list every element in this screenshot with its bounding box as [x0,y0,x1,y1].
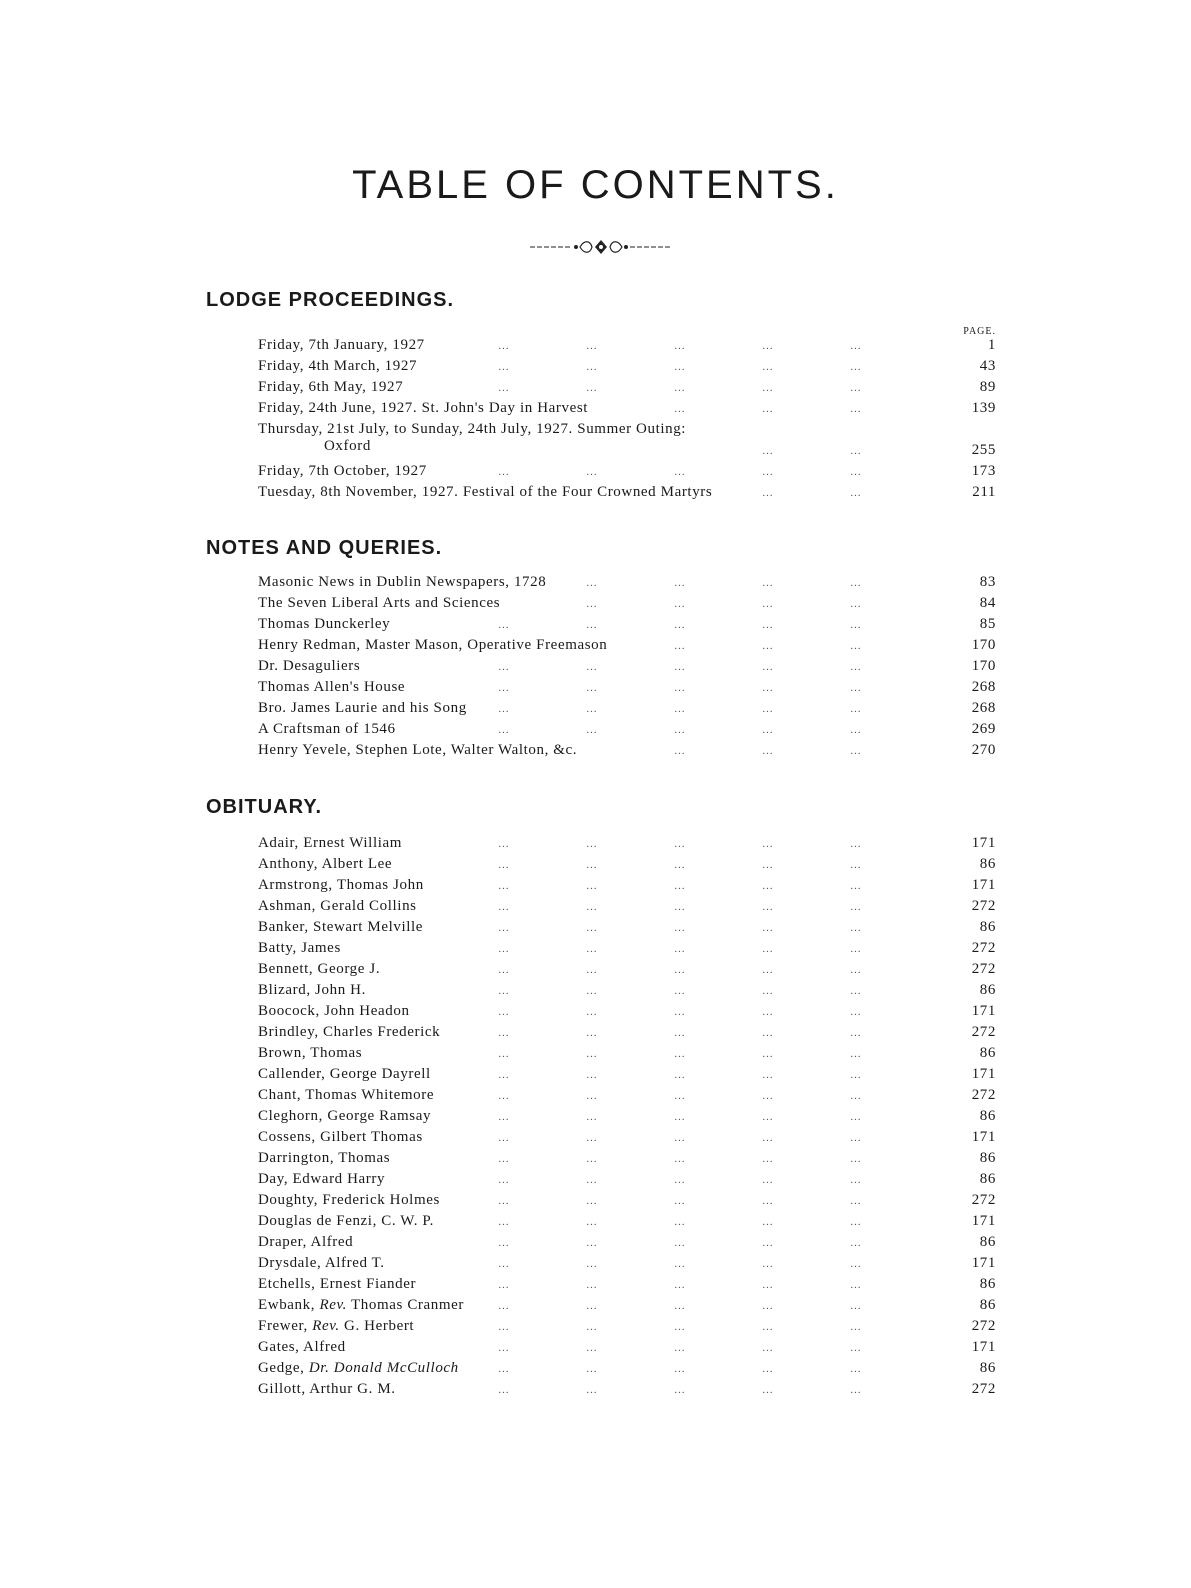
entry-title [258,1255,385,1272]
ornament-divider-icon [528,238,674,256]
entry-honorific: Dr. [308,1360,330,1376]
entry-text: Masonic News in Dublin Newspapers, 1728 [258,574,547,590]
leader-dots: … … … … … [498,382,861,394]
leader-dots: … … … … … [498,1153,861,1165]
leader-dots: … … … … … [498,943,861,955]
toc-entry[interactable] [258,982,996,1003]
entry-title [258,1360,459,1377]
entry-text: Ashman, Gerald Collins [258,898,417,914]
toc-entry[interactable] [258,1087,996,1108]
leader-dots: … … … … … [498,1216,861,1228]
entry-title [258,1318,414,1335]
leader-dots: … … … … … [498,1006,861,1018]
leader-dots: … … … … … [498,1363,861,1375]
entry-page-number: 270 [971,742,996,758]
leader-dots: … … … … … [498,1300,861,1312]
entry-page-number: 171 [971,1066,996,1082]
toc-entry[interactable] [258,1213,996,1234]
leader-dots: … … … … … [498,1321,861,1333]
entry-title [258,1024,440,1041]
leader-dots: … … … … … [498,985,861,997]
entry-title [258,1087,434,1104]
entry-title [258,658,360,675]
toc-entry[interactable] [258,1129,996,1150]
entry-page-number: 272 [971,940,996,956]
entry-text: Drysdale, Alfred T. [258,1255,385,1271]
entry-text: Henry Yevele, Stephen Lote, Walter Walton, &c. [258,742,578,758]
leader-dots: … … … … … [498,1174,861,1186]
entry-text: Thursday, 21st July, to Sunday, 24th July, 1927. Summer Outing: [258,421,687,437]
toc-entry[interactable] [258,856,996,877]
leader-dots: … … … … [586,577,861,589]
toc-entry[interactable] [258,1234,996,1255]
leader-dots: … … … … … [498,964,861,976]
entry-title [258,679,405,696]
entry-text: Friday, 4th March, 1927 [258,358,418,374]
entry-page-number: 171 [971,1339,996,1355]
entry-text: Callender, George Dayrell [258,1066,431,1082]
toc-entry[interactable] [258,421,996,458]
toc-entry[interactable] [258,1003,996,1024]
entry-page-number: 86 [979,1297,996,1313]
toc-entry[interactable] [258,898,996,919]
toc-entry[interactable] [258,1297,996,1318]
entry-text: Friday, 7th October, 1927 [258,463,427,479]
leader-dots: … … … [674,640,861,652]
toc-entry[interactable] [258,721,996,742]
entry-page-number: 171 [971,1129,996,1145]
toc-entry[interactable] [258,1276,996,1297]
entry-page-number: 170 [971,637,996,653]
entry-text: Thomas Dunckerley [258,616,391,632]
entry-text: Boocock, John Headon [258,1003,410,1019]
entry-text: Darrington, Thomas [258,1150,391,1166]
entry-title [258,940,341,957]
toc-entry[interactable] [258,940,996,961]
entry-name-part: Ewbank, [258,1297,320,1313]
leader-dots: … … … [674,745,861,757]
entry-text: Etchells, Ernest Fiander [258,1276,417,1292]
toc-entry[interactable] [258,1255,996,1276]
entry-text: Draper, Alfred [258,1234,354,1250]
entry-page-number: 272 [971,1192,996,1208]
toc-entry[interactable] [258,1171,996,1192]
entry-text: Adair, Ernest William [258,835,403,851]
leader-dots: … … … … [586,598,861,610]
entry-page-number: 268 [971,679,996,695]
toc-entry[interactable] [258,679,996,700]
entry-title [258,1381,396,1398]
toc-entry[interactable] [258,400,996,421]
entry-text: Gates, Alfred [258,1339,346,1355]
entry-page-number: 211 [972,484,996,500]
leader-dots: … … [762,487,861,499]
entry-title [258,595,500,612]
entry-title [258,1066,431,1083]
toc-entry[interactable] [258,595,996,616]
entry-title [258,1129,423,1146]
toc-entry[interactable] [258,700,996,721]
entry-title [258,1276,416,1293]
toc-entry[interactable] [258,961,996,982]
toc-entry[interactable] [258,658,996,679]
entry-text: Day, Edward Harry [258,1171,386,1187]
entry-page-number: 171 [971,877,996,893]
entry-name-part: G. Herbert [339,1318,415,1334]
entry-title [258,463,427,480]
toc-entry[interactable] [258,574,996,595]
entry-title [258,721,396,738]
leader-dots: … … … … … [498,1258,861,1270]
entry-continuation: Oxford [324,438,371,454]
entry-title [258,616,390,633]
entry-text: Tuesday, 8th November, 1927. Festival of the Four Crowned Martyrs [258,484,713,500]
toc-entry[interactable] [258,1360,996,1381]
page-column-label: PAGE. [963,326,996,337]
entry-title [258,700,467,717]
entry-title [258,1003,410,1020]
entry-title [258,1297,464,1314]
entry-text: Dr. Desaguliers [258,658,361,674]
toc-entry[interactable] [258,1150,996,1171]
entry-text: Cossens, Gilbert Thomas [258,1129,423,1145]
leader-dots: … … … [674,403,861,415]
entry-page-number: 86 [979,919,996,935]
leader-dots: … … [762,445,861,457]
leader-dots: … … … … … [498,922,861,934]
leader-dots: … … … … … [498,901,861,913]
entry-title [258,337,425,354]
entry-page-number: 173 [971,463,996,479]
leader-dots: … … … … … [498,1048,861,1060]
entry-title [258,1150,390,1167]
entry-page-number: 272 [971,1024,996,1040]
entry-text: Friday, 6th May, 1927 [258,379,404,395]
leader-dots: … … … … … [498,661,861,673]
entry-page-number: 86 [979,982,996,998]
entry-page-number: 170 [971,658,996,674]
leader-dots: … … … … … [498,466,861,478]
entry-text: Anthony, Albert Lee [258,856,393,872]
leader-dots: … … … … … [498,880,861,892]
entry-page-number: 171 [971,1255,996,1271]
toc-entry[interactable] [258,616,996,637]
toc-entry[interactable] [258,919,996,940]
toc-entry[interactable] [258,484,996,505]
entry-page-number: 89 [979,379,996,395]
entry-name-part: Donald McCulloch [329,1360,459,1376]
entry-page-number: 171 [971,1003,996,1019]
entry-page-number: 43 [979,358,996,374]
entry-page-number: 272 [971,961,996,977]
entry-text: Henry Redman, Master Mason, Operative Freemason [258,637,608,653]
leader-dots: … … … … … [498,1279,861,1291]
entry-name-part: Gedge, [258,1360,309,1376]
toc-entry[interactable] [258,1066,996,1087]
entry-text: Friday, 24th June, 1927. St. John's Day in Harvest [258,400,589,416]
entry-title [258,1192,440,1209]
toc-entry[interactable] [258,379,996,400]
leader-dots: … … … … … [498,1384,861,1396]
leader-dots: … … … … … [498,682,861,694]
entry-page-number: 86 [979,1360,996,1376]
leader-dots: … … … … … [498,340,861,352]
entry-text: Bro. James Laurie and his Song [258,700,467,716]
entry-title [258,961,380,978]
entry-title [258,898,417,915]
leader-dots: … … … … … [498,619,861,631]
entry-title [258,358,417,375]
leader-dots: … … … … … [498,859,861,871]
leader-dots: … … … … … [498,1027,861,1039]
entry-text: Brown, Thomas [258,1045,363,1061]
entry-page-number: 272 [971,1381,996,1397]
toc-entry[interactable] [258,1045,996,1066]
entry-text: Batty, James [258,940,341,956]
entry-title [258,982,366,999]
entry-page-number: 268 [971,700,996,716]
entry-title [258,1045,362,1062]
entry-text: Blizard, John H. [258,982,366,998]
entry-page-number: 272 [971,898,996,914]
entry-name-part: Thomas Cranmer [346,1297,465,1313]
leader-dots: … … … … … [498,361,861,373]
toc-entry[interactable] [258,1108,996,1129]
entry-title [258,1339,346,1356]
entry-text: Thomas Allen's House [258,679,406,695]
entry-page-number: 269 [971,721,996,737]
entry-text: The Seven Liberal Arts and Sciences [258,595,501,611]
toc-entry[interactable] [258,1318,996,1339]
section-heading-obituary: OBITUARY. [206,796,323,818]
entry-text: Armstrong, Thomas John [258,877,424,893]
entry-title [258,919,423,936]
toc-entry[interactable] [258,877,996,898]
entry-title [258,1171,385,1188]
leader-dots: … … … … … [498,703,861,715]
entry-text: Gillott, Arthur G. M. [258,1381,396,1397]
entry-title [258,835,402,852]
leader-dots: … … … … … [498,1069,861,1081]
leader-dots: … … … … … [498,1090,861,1102]
entry-honorific: Rev. [312,1318,340,1334]
page-title: TABLE OF CONTENTS. [352,163,839,207]
toc-entry[interactable] [258,1024,996,1045]
entry-page-number: 86 [979,1234,996,1250]
entry-title [258,1234,353,1251]
entry-text: A Craftsman of 1546 [258,721,396,737]
entry-page-number: 83 [979,574,996,590]
toc-entry[interactable] [258,742,996,763]
entry-text: Doughty, Frederick Holmes [258,1192,440,1208]
toc-entry[interactable] [258,835,996,856]
entry-page-number: 171 [971,1213,996,1229]
entry-title [258,379,403,396]
entry-page-number: 84 [979,595,996,611]
entry-page-number: 86 [979,856,996,872]
entry-title [258,1213,434,1230]
toc-entry[interactable] [258,358,996,379]
entry-page-number: 86 [979,1171,996,1187]
leader-dots: … … … … … [498,1132,861,1144]
section-heading-lodge-proceedings: LODGE PROCEEDINGS. [206,289,455,311]
leader-dots: … … … … … [498,1195,861,1207]
entry-page-number: 171 [971,835,996,851]
leader-dots: … … … … … [498,838,861,850]
toc-entry[interactable] [258,463,996,484]
entry-page-number: 272 [971,1087,996,1103]
entry-text: Chant, Thomas Whitemore [258,1087,435,1103]
entry-page-number: 85 [979,616,996,632]
entry-text: Brindley, Charles Frederick [258,1024,441,1040]
leader-dots: … … … … … [498,1342,861,1354]
toc-entry[interactable] [258,1339,996,1360]
leader-dots: … … … … … [498,724,861,736]
section-heading-notes-and-queries: NOTES AND QUERIES. [206,537,443,559]
entry-name-part: Frewer, [258,1318,313,1334]
entry-title [258,1108,431,1125]
entry-page-number: 86 [979,1108,996,1124]
entry-page-number: 272 [971,1318,996,1334]
entry-honorific: Rev. [319,1297,347,1313]
entry-text: Douglas de Fenzi, C. W. P. [258,1213,435,1229]
toc-entry[interactable] [258,337,996,358]
entry-title [258,877,424,894]
toc-entry[interactable] [258,637,996,658]
leader-dots: … … … … … [498,1237,861,1249]
entry-text: Friday, 7th January, 1927 [258,337,425,353]
entry-page-number: 1 [987,337,996,353]
leader-dots: … … … … … [498,1111,861,1123]
entry-title [258,856,392,873]
toc-entry[interactable] [258,1192,996,1213]
entry-text: Cleghorn, George Ramsay [258,1108,432,1124]
toc-entry[interactable] [258,1381,996,1402]
entry-page-number: 86 [979,1276,996,1292]
entry-text: Banker, Stewart Melville [258,919,424,935]
entry-page-number: 86 [979,1150,996,1166]
entry-page-number: 139 [971,400,996,416]
entry-text: Bennett, George J. [258,961,381,977]
entry-page-number: 86 [979,1045,996,1061]
entry-page-number: 255 [971,442,996,458]
